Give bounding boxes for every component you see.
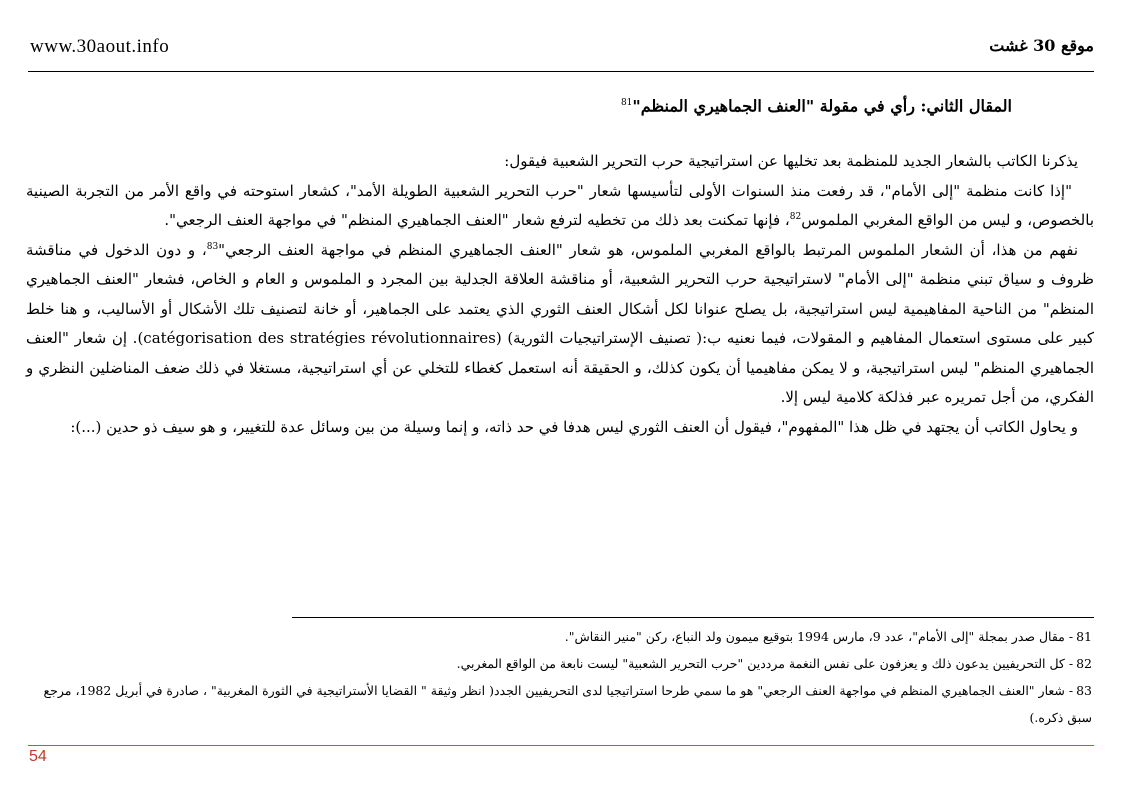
title-spacer (26, 118, 1094, 147)
paragraph-2-quote (26, 177, 1094, 236)
footnote-text: مقال صدر بمجلة "إلى الأمام"، عدد 9، مارس 1994 بتوقيع ميمون ولد النباع، ركن "منير النقاش". (564, 629, 1065, 644)
footnotes (26, 623, 1092, 731)
footnote-text: شعار "العنف الجماهيري المنظم في مواجهة العنف الرجعي" هو ما سمي طرحا استراتيجيا لدى التحريفيين الجدد( انظر وثيقة " القضايا الأستراتيجية في الثورة المغربية" ، صادرة في أبريل 1982، مرجع سبق ذكره.) (43, 683, 1092, 725)
paragraph-3-part-b: ، و دون الدخول في مناقشة ظروف و سياق تبني منظمة "إلى الأمام" لاستراتيجية حرب التحرير الشعبية، أو مناقشة العلاقة الجدلية بين المجرد و الملموس و العام و الخاص، فشعار "العنف الجماهيري المنظم" من الناحية المفاهيمية ليس استراتيجية، بل يصلح عنوانا لكل أشكال العنف الثوري الذي يعتمد على الجماهير، أو خانة لتصنيف تلك الأشكال أو الأساليب، و هنا خلط كبير على مستوى استعمال المفاهيم و المقولات، فيما نعنيه ب:( تصنيف الإستراتيجيات الثورية) (catégorisation des stratégies révolutionnaires). إن شعار "العنف الجماهيري المنظم" ليس استراتيجية، و لا يمكن مفاهيميا أن يكون كذلك، و الحقيقة أنه استعمل كغطاء للتخلي عن أي استراتيجية، مستغلا في ذلك ضعف المناضلين النظري و الفكري، من أجل تمريره عبر فذلكة كلامية ليس إلا. (26, 240, 1094, 406)
footnote-divider (292, 617, 1094, 618)
site-name: موقع 30 غشت (989, 36, 1094, 55)
footnote-ref-82: 82 (789, 212, 802, 222)
article-title (26, 88, 1094, 118)
site-url: www.30aout.info (30, 36, 170, 57)
footnote-number: 83 (1076, 683, 1092, 698)
footnote-number: 82 (1076, 656, 1092, 671)
page-number: 54 (29, 748, 47, 765)
footnote-83: 83- شعار "العنف الجماهيري المنظم في مواجهة العنف الرجعي" هو ما سمي طرحا استراتيجيا لدى التحريفيين الجدد( انظر وثيقة " القضايا الأستراتيجية في الثورة المغربية" ، صادرة في أبريل 1982، مرجع سبق ذكره.) (43, 683, 1092, 725)
header-divider (28, 71, 1094, 72)
footer-divider (28, 745, 1094, 746)
article-body (26, 88, 1094, 442)
paragraph-4: و يحاول الكاتب أن يجتهد في ظل هذا "المفهوم"، فيقول أن العنف الثوري ليس هدفا في حد ذاته، و إنما وسيلة من بين وسائل عدة للتغيير، و هو سيف ذو حدين (...): (70, 417, 1078, 436)
paragraph-2-part-b: ، فإنها تمكنت بعد ذلك من تخطيه لترفع شعار "العنف الجماهيري المنظم" في مواجهة العنف الرجعي". (164, 211, 790, 229)
paragraph-3-part-a: نفهم من هذا، أن الشعار الملموس المرتبط بالواقع المغربي الملموس، هو شعار "العنف الجماهيري المنظم في مواجهة العنف الرجعي" (218, 240, 1078, 259)
footnote-81: 81- مقال صدر بمجلة "إلى الأمام"، عدد 9، مارس 1994 بتوقيع ميمون ولد النباع، ركن "منير النقاش". (564, 629, 1092, 644)
footnote-ref-83: 83 (206, 241, 219, 252)
paragraph-3 (26, 236, 1094, 413)
footnote-text: كل التحريفيين يدعون ذلك و يعزفون على نفس النغمة مرددين "حرب التحرير الشعبية" ليست نابعة من الواقع المغربي. (456, 656, 1065, 671)
article-title-text: المقال الثاني: رأي في مقولة "العنف الجماهيري المنظم" (632, 96, 1012, 116)
paragraph-1: يذكرنا الكاتب بالشعار الجديد للمنظمة بعد تخليها عن استراتيجية حرب التحرير الشعبية فيقول: (504, 152, 1078, 170)
footnote-number: 81 (1076, 629, 1092, 644)
footnote-ref-81: 81 (620, 98, 633, 108)
footnote-82: 82- كل التحريفيين يدعون ذلك و يعزفون على نفس النغمة مرددين "حرب التحرير الشعبية" ليست نابعة من الواقع المغربي. (456, 656, 1092, 671)
paragraph-2-part-a: "إذا كانت منظمة "إلى الأمام"، قد رفعت منذ السنوات الأولى لتأسيسها شعار "حرب التحرير الشعبية الطويلة الأمد"، كشعار استوحته في واقع الأمر من التجربة الصينية بالخصوص، و ليس من الواقع المغربي الملموس (26, 181, 1094, 229)
